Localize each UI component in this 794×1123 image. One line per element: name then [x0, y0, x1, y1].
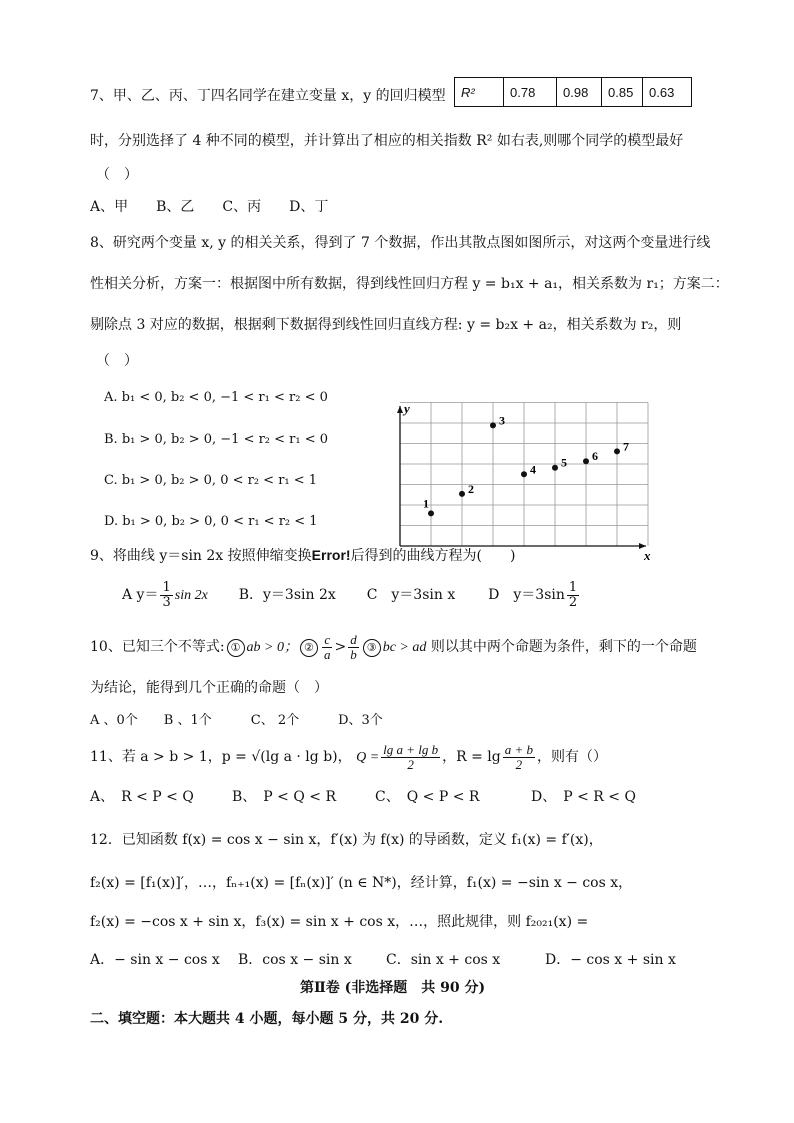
q7-options: A、甲 B、乙 C、丙 D、丁 — [90, 199, 329, 215]
q10-line2: 为结论，能得到几个正确的命题（ ） — [90, 680, 328, 696]
q9-option-a: A y＝ — [122, 587, 159, 603]
scatter-point — [552, 465, 558, 471]
q9-optA-tail: sin 2x — [174, 588, 208, 603]
q11-stem — [90, 740, 607, 775]
q10-b: b — [350, 646, 357, 662]
q11-option-a: A、 R < P < Q — [90, 789, 194, 805]
q12-option-a: A．− sin x − cos x — [90, 952, 220, 968]
q12-line1: 12．已知函数 f(x) = cos x − sin x，f′(x) 为 f(x) 的导函数，定义 f₁(x) = f′(x)， — [90, 832, 603, 848]
q12-option-d: D．− cos x + sin x — [545, 952, 676, 968]
q8-option-c: C. b₁ > 0, b₂ > 0, 0 < r₂ < r₁ < 1 — [104, 473, 318, 488]
q10-stem-a: 10、已知三个不等式: — [90, 639, 225, 655]
q7-paren: （ ） — [96, 167, 138, 183]
point-label: 6 — [592, 449, 598, 464]
q10-ineq1: ab > 0； — [246, 640, 298, 655]
q10-options: A 、0个 B 、1个 C、 2个 D、3个 — [90, 713, 383, 728]
scatter-point — [459, 491, 465, 497]
r2-table — [454, 77, 692, 107]
r2-header: R² — [455, 78, 504, 107]
q11-R-den: 2 — [515, 756, 523, 772]
q9-error: Error! — [311, 547, 351, 563]
scatter-point — [583, 458, 589, 464]
circled-3: ③ — [363, 639, 381, 657]
q10-stem — [90, 632, 697, 663]
r2-value: 0.78 — [504, 78, 557, 107]
q10-d: d — [350, 631, 357, 647]
q9-stem — [90, 546, 516, 565]
q11-option-d: D、 P < R < Q — [531, 789, 636, 805]
q8-option-b: B. b₁ > 0, b₂ > 0, −1 < r₂ < r₁ < 0 — [104, 432, 329, 447]
q8-line3: 剔除点 3 对应的数据，根据剩下数据得到线性回归直线方程: y = b₂x + a₂，相关系数为 r₂，则 — [90, 317, 682, 333]
q11-R-num: a + b — [504, 741, 534, 757]
circled-2: ② — [300, 639, 318, 657]
q9-option-c: C y＝3sin x — [366, 587, 456, 603]
q12-option-b: B．cos x − sin x — [238, 952, 352, 968]
fill-in-section-heading: 二、填空题：本大题共 4 小题，每小题 5 分，共 20 分. — [90, 1011, 444, 1027]
q9-options — [122, 580, 581, 611]
r2-value: 0.85 — [602, 78, 643, 107]
q8-option-d: D. b₁ > 0, b₂ > 0, 0 < r₁ < r₂ < 1 — [104, 514, 318, 529]
q10-c: c — [322, 633, 333, 648]
q11-R: ，R = lg — [442, 749, 501, 765]
r2-value: 0.63 — [643, 78, 692, 107]
point-label: 5 — [561, 455, 567, 470]
q9-stem-text2: 后得到的曲线方程为( ) — [350, 548, 516, 564]
q9-optA-num: 1 — [162, 579, 171, 595]
q8-paren: （ ） — [96, 353, 138, 369]
q7-line2: 时，分别选择了 4 种不同的模型，并计算出了相应的相关指数 R² 如右表,则哪个同学的模型最好 — [90, 133, 684, 149]
q9-option-d: D y＝3sin — [488, 587, 565, 603]
q11-Q-den: 2 — [407, 756, 414, 772]
scatter-point — [614, 448, 620, 454]
point-label: 7 — [623, 439, 629, 454]
q12-line2: f₂(x) = [f₁(x)]′，…，fₙ₊₁(x) = [fₙ(x)]′ (n ∈ N*)，经计算，f₁(x) = −sin x − cos x， — [90, 875, 633, 891]
y-axis-arrow — [397, 406, 403, 413]
part2-title: 第Ⅱ卷 (非选择题 共 90 分) — [300, 980, 486, 996]
q9-option-b: B．y＝3sin 2x — [238, 587, 336, 603]
q10-gt: > — [334, 639, 347, 655]
scatter-point — [490, 422, 496, 428]
q10-ineq3: bc > ad — [382, 640, 427, 655]
q10-a: a — [323, 646, 331, 662]
q9-optD-num: 1 — [568, 579, 578, 595]
point-label: 3 — [499, 413, 505, 428]
r2-value: 0.98 — [557, 78, 602, 107]
circled-1: ① — [227, 639, 245, 657]
q11-Q: Q = — [356, 750, 380, 765]
x-axis-label: x — [644, 548, 651, 563]
point-label: 4 — [530, 462, 536, 477]
q8-line1: 8、研究两个变量 x, y 的相关关系，得到了 7 个数据，作出其散点图如图所示，对这两个变量进行线 — [90, 235, 711, 251]
q11-tail: ，则有（） — [537, 749, 608, 765]
q11-option-b: B、 P < Q < R — [232, 789, 336, 805]
scatter-point — [428, 510, 434, 516]
q9-stem-text: 9、将曲线 y＝sin 2x 按照伸缩变换 — [90, 548, 312, 564]
scatter-plot — [388, 400, 658, 565]
q11-stem-text: 11、若 a > b > 1，p = √(lg a · lg b)， — [90, 749, 352, 765]
q11-Q-num: lg a + lg b — [383, 741, 439, 757]
q9-optA-den: 3 — [162, 594, 171, 610]
q12-option-c: C．sin x + cos x — [386, 952, 501, 968]
q8-option-a: A. b₁ < 0, b₂ < 0, −1 < r₁ < r₂ < 0 — [104, 390, 328, 405]
y-axis-label: y — [404, 401, 410, 416]
point-label: 2 — [468, 481, 474, 496]
q9-optD-den: 2 — [568, 594, 578, 610]
q8-line2: 性相关分析，方案一：根据图中所有数据，得到线性回归方程 y = b₁x + a₁，相关系数为 r₁；方案二： — [90, 276, 729, 292]
scatter-point — [521, 471, 527, 477]
q7-line1: 7、甲、乙、丙、丁四名同学在建立变量 x，y 的回归模型 — [90, 88, 446, 104]
q10-stem-b: 则以其中两个命题为条件，剩下的一个命题 — [430, 639, 697, 655]
point-label: 1 — [423, 496, 429, 511]
q12-line3: f₂(x) = −cos x + sin x，f₃(x) = sin x + cos x，…，照此规律，则 f₂₀₂₁(x) = — [90, 914, 589, 930]
q11-option-c: C、 Q < P < R — [375, 789, 480, 805]
